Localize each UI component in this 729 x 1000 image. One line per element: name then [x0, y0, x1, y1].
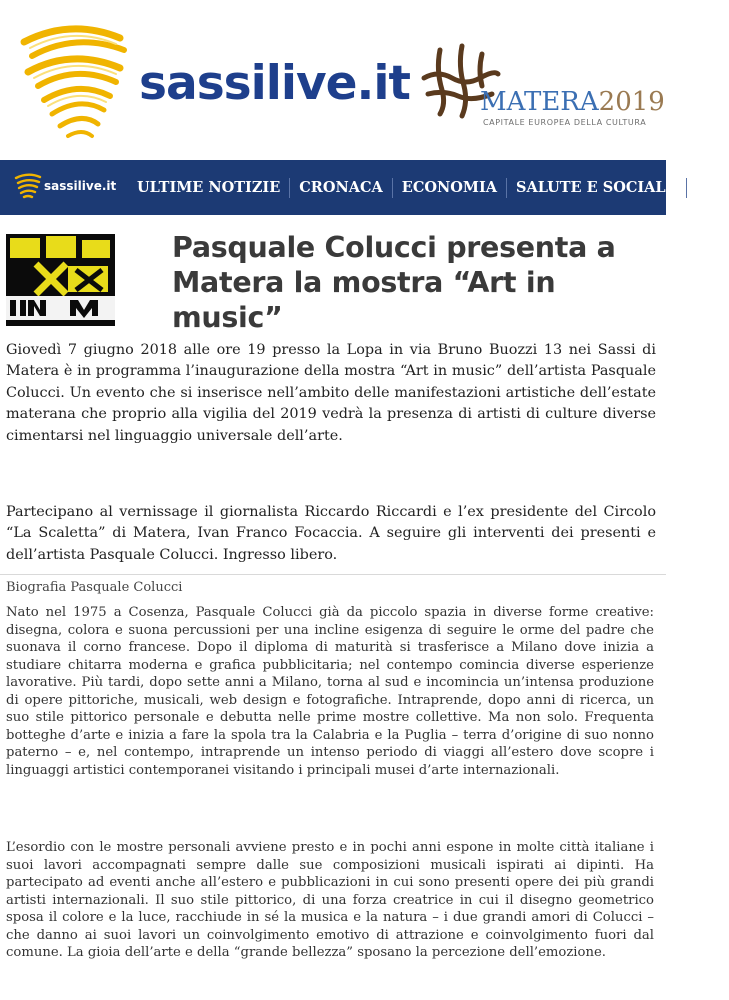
nav-brand[interactable]: sassilive.it: [44, 179, 117, 193]
nav-item-salute-e-sociale[interactable]: SALUTE E SOCIALE: [507, 178, 687, 198]
nav-menu: [128, 160, 729, 215]
thumbnail-artwork-icon: [6, 234, 115, 326]
matera-year: 2019: [598, 87, 665, 117]
site-header: [0, 0, 666, 158]
matera-2019-title: [480, 87, 665, 117]
article-lead-paragraph: Giovedì 7 giugno 2018 alle ore 19 presso la Lopa in via Bruno Buozzi 13 nei Sassi di Matera è in programma l’inaugurazione della mostra “Art in music” dell’artista Pasquale Colucci. Un evento che si inserisce nell’ambito delle manifestazioni artistiche dell’estate materana che proprio alla vigilia del 2019 vedrà la presenza di artisti di culture diverse cimentarsi nel linguaggio universale dell’arte.: [6, 342, 656, 444]
site-name[interactable]: sassilive.it: [139, 56, 410, 111]
biography-paragraph: L’esordio con le mostre personali avviene presto e in pochi anni espone in molte città italiane i suoi lavori accompagnati sempre dalle sue composizioni musicali ispirati ai dipinti. Ha partecipato ad eventi anche all’estero e pubblicazioni in cui sono presenti opere dei più grandi artisti internazionali. Il suo stile pittorico, di una forza creatrice in cui il disegno geometrico sposa il colore e la luce, racchiude in sé la musica e la natura – i due grandi amori di Colucci – che danno ai suoi lavori un coinvolgimento emotivo di attrazione e coinvolgimento fuori dal comune. La gioia dell’arte e della “grande bellezza” sposano la percezione dell’emozione.: [6, 840, 654, 960]
article-second-paragraph: Partecipano al vernissage il giornalista Riccardo Riccardi e l’ex presidente del Circolo “La Scaletta” di Matera, Ivan Franco Focaccia. A seguire gli interventi dei presenti e dell’artista Pasquale Colucci. Ingresso libero.: [6, 504, 656, 563]
spiral-logo-icon[interactable]: [16, 20, 134, 150]
article-title: Pasquale Colucci presenta a Matera la mostra “Art in music”: [172, 231, 616, 334]
matera-subtitle: CAPITALE EUROPEA DELLA CULTURA: [483, 118, 647, 127]
matera-name: MATERA: [480, 87, 599, 117]
nav-item-ultime-notizie[interactable]: ULTIME NOTIZIE: [128, 178, 290, 198]
biography-paragraph: Nato nel 1975 a Cosenza, Pasquale Colucci già da piccolo spazia in diverse forme creative: disegna, colora e suona percussioni per una incline esigenza di seguire le orme del padre che suonava il corno francese. Dopo il diploma di maturità si trasferisce a Milano dove inizia a studiare chitarra moderna e grafica pubblicitaria; nel contempo comincia diverse esperienze lavorative. Più tardi, dopo sette anni a Milano, torna al sud e incomincia un’intensa produzione di opere pittoriche, musicali, web design e fotografiche. Intraprende, dopo anni di ricerca, un suo stile pittorico personale e debutta nelle prime mostre collettive. Ma non solo. Frequenta botteghe d’arte e inizia a fare la spola tra la Calabria e la Puglia – terra d’origine di suo nonno paterno – e, nel contempo, intraprende un intenso periodo di viaggi all’estero dove scopre i linguaggi artistici contemporanei visitando i principali musei d’arte internazionali.: [6, 605, 654, 778]
nav-item-economia[interactable]: ECONOMIA: [393, 178, 507, 198]
biography-title: Biografia Pasquale Colucci: [6, 580, 183, 595]
article-thumbnail[interactable]: [6, 234, 115, 326]
main-navbar: [0, 160, 720, 215]
nav-spiral-logo-icon[interactable]: [14, 172, 42, 202]
biography-section: [0, 574, 666, 1000]
nav-item-cronaca[interactable]: CRONACA: [290, 178, 393, 198]
nav-item-cultura[interactable]: CU: [695, 178, 720, 196]
